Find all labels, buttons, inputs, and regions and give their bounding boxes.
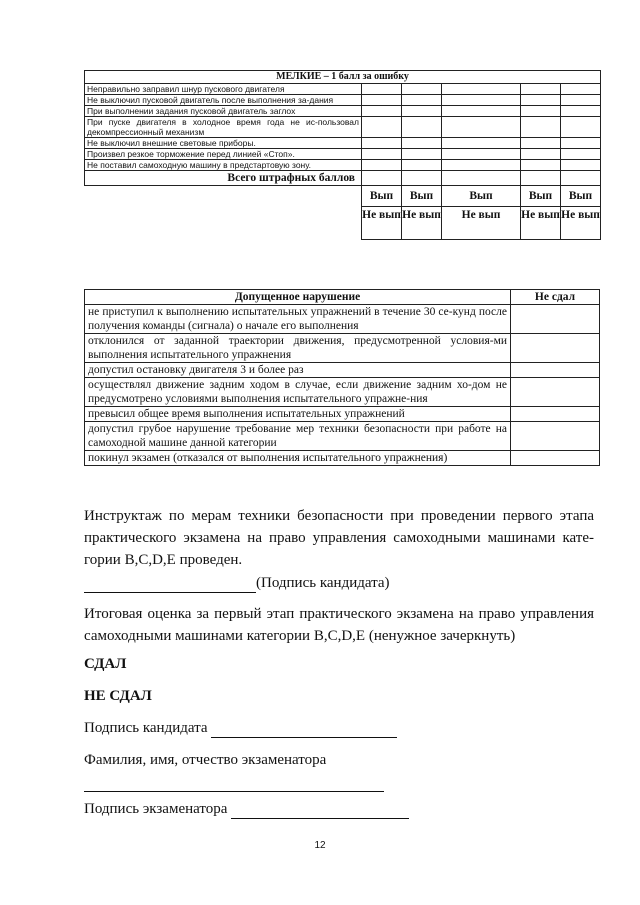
table-row xyxy=(85,334,600,363)
blank-cell xyxy=(85,186,362,240)
table-row xyxy=(85,117,601,138)
total-penalty-label: Всего штрафных баллов xyxy=(85,171,362,186)
score-cell xyxy=(442,138,521,149)
minor-errors-table xyxy=(84,70,601,240)
table-row xyxy=(85,138,601,149)
table-row xyxy=(85,106,601,117)
score-cell xyxy=(442,160,521,171)
failed-mark-cell xyxy=(511,451,600,466)
failed-mark-cell xyxy=(511,334,600,363)
error-description: Не выключил пусковой двигатель после выполнения за-дания xyxy=(85,95,362,106)
score-cell xyxy=(561,149,601,160)
score-cell xyxy=(561,95,601,106)
table-row xyxy=(85,95,601,106)
score-cell xyxy=(521,149,561,160)
score-cell xyxy=(521,106,561,117)
signature-blank-line[interactable] xyxy=(84,578,256,593)
minor-errors-title: МЕЛКИЕ – 1 балл за ошибку xyxy=(85,71,601,84)
error-description: Не поставил самоходную машину в предстартовую зону. xyxy=(85,160,362,171)
briefing-paragraph: Инструктаж по мерам техники безопасности при проведении первого этапа практического экзамена на право управления самоходными машинами кате-гории B,C,D,E проведен. xyxy=(84,508,594,568)
score-cell xyxy=(402,84,442,95)
violation-text: осуществлял движение задним ходом в случае, если движение задним хо-дом не предусмотрено условиями выполнения испытательного упражне-ния xyxy=(85,378,511,407)
score-cell xyxy=(402,95,442,106)
failed-mark-cell xyxy=(511,378,600,407)
score-cell xyxy=(362,149,402,160)
score-cell xyxy=(561,84,601,95)
failed-header: Не сдал xyxy=(511,290,600,305)
candidate-sign-blank[interactable] xyxy=(211,723,397,738)
score-cell xyxy=(362,95,402,106)
result-done: Вып xyxy=(521,186,561,207)
score-cell xyxy=(442,95,521,106)
score-cell xyxy=(362,117,402,138)
table-row xyxy=(85,84,601,95)
candidate-signature-label: (Подпись кандидата) xyxy=(256,575,390,591)
score-cell xyxy=(402,117,442,138)
score-cell xyxy=(521,138,561,149)
final-grade-paragraph: Итоговая оценка за первый этап практического экзамена на право управления самоходными машинами категории B,C,D,E (ненужное зачеркнуть) xyxy=(84,606,594,644)
failed-option[interactable]: НЕ СДАЛ xyxy=(84,688,152,704)
candidate-sign-row xyxy=(84,718,397,738)
table-row xyxy=(85,422,600,451)
examiner-name-label: Фамилия, имя, отчество экзаменатора xyxy=(84,752,327,768)
score-cell xyxy=(521,84,561,95)
table-row xyxy=(85,305,600,334)
failed-mark-cell xyxy=(511,407,600,422)
examiner-name-row xyxy=(84,772,384,792)
failed-mark-cell xyxy=(511,363,600,378)
examiner-name-blank[interactable] xyxy=(84,777,384,792)
table-row xyxy=(85,451,600,466)
violation-text: отклонился от заданной траектории движения, предусмотренной условия-ми выполнения испытательного упражнения xyxy=(85,334,511,363)
examiner-sign-label: Подпись экзаменатора xyxy=(84,801,228,817)
score-cell xyxy=(362,138,402,149)
result-not-done: Не вып xyxy=(362,207,402,240)
violation-text: допустил грубое нарушение требование мер техники безопасности при работе на самоходной машине данной категории xyxy=(85,422,511,451)
score-cell xyxy=(402,106,442,117)
violation-text: не приступил к выполнению испытательных упражнений в течение 30 се-кунд после получения команды (сигнала) о начале его выполнения xyxy=(85,305,511,334)
result-not-done: Не вып xyxy=(402,207,442,240)
score-cell xyxy=(442,117,521,138)
error-description: Произвел резкое торможение перед линией «Стоп». xyxy=(85,149,362,160)
score-cell xyxy=(561,138,601,149)
result-done: Вып xyxy=(561,186,601,207)
violation-header: Допущенное нарушение xyxy=(85,290,511,305)
result-done: Вып xyxy=(442,186,521,207)
result-done: Вып xyxy=(362,186,402,207)
table-row xyxy=(85,149,601,160)
score-cell xyxy=(402,138,442,149)
result-done: Вып xyxy=(402,186,442,207)
score-cell xyxy=(402,160,442,171)
score-cell xyxy=(521,117,561,138)
error-description: При пуске двигателя в холодное время года не ис-пользовал декомпрессионный механизм xyxy=(85,117,362,138)
score-cell xyxy=(442,171,521,186)
candidate-sign-label: Подпись кандидата xyxy=(84,720,208,736)
score-cell xyxy=(561,171,601,186)
score-cell xyxy=(362,171,402,186)
table-row xyxy=(85,363,600,378)
table-row xyxy=(85,160,601,171)
score-cell xyxy=(521,171,561,186)
score-cell xyxy=(521,95,561,106)
score-cell xyxy=(561,160,601,171)
result-not-done: Не вып xyxy=(561,207,601,240)
examiner-sign-row xyxy=(84,799,409,819)
score-cell xyxy=(521,160,561,171)
score-cell xyxy=(442,84,521,95)
violations-table xyxy=(84,289,600,466)
table-row xyxy=(85,407,600,422)
violation-text: покинул экзамен (отказался от выполнения испытательного упражнения) xyxy=(85,451,511,466)
result-not-done: Не вып xyxy=(442,207,521,240)
page-number: 12 xyxy=(314,840,326,851)
score-cell xyxy=(442,106,521,117)
failed-mark-cell xyxy=(511,422,600,451)
score-cell xyxy=(561,117,601,138)
violation-text: допустил остановку двигателя 3 и более раз xyxy=(85,363,511,378)
examiner-sign-blank[interactable] xyxy=(231,804,409,819)
score-cell xyxy=(402,171,442,186)
error-description: Не выключил внешние световые приборы. xyxy=(85,138,362,149)
score-cell xyxy=(561,106,601,117)
table-row xyxy=(85,378,600,407)
failed-mark-cell xyxy=(511,305,600,334)
score-cell xyxy=(402,149,442,160)
result-not-done: Не вып xyxy=(521,207,561,240)
score-cell xyxy=(362,106,402,117)
error-description: Неправильно заправил шнур пускового двигателя xyxy=(85,84,362,95)
error-description: При выполнении задания пусковой двигатель заглох xyxy=(85,106,362,117)
candidate-signature-row xyxy=(84,573,390,593)
score-cell xyxy=(442,149,521,160)
passed-option[interactable]: СДАЛ xyxy=(84,656,127,672)
score-cell xyxy=(362,160,402,171)
violation-text: превысил общее время выполнения испытательных упражнений xyxy=(85,407,511,422)
score-cell xyxy=(362,84,402,95)
